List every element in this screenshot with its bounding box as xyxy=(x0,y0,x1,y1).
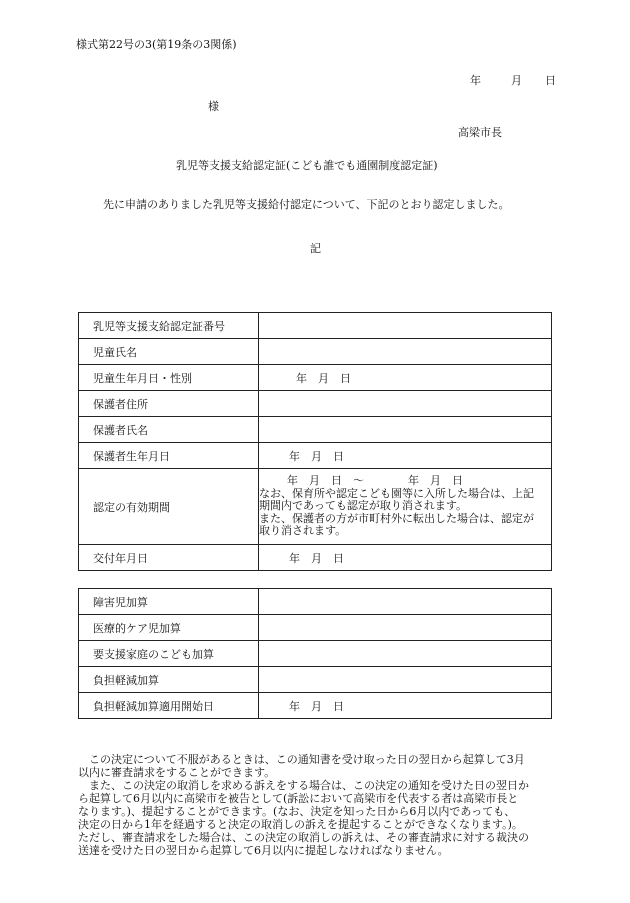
row-value: 年 月 日 xyxy=(259,443,552,469)
appeal-notice xyxy=(78,753,554,857)
row-value xyxy=(259,417,552,443)
date-year: 年 xyxy=(470,74,481,87)
date-day: 日 xyxy=(545,74,556,87)
row-label: 負担軽減加算 xyxy=(79,667,259,693)
table-row xyxy=(79,615,552,641)
table-row xyxy=(79,417,552,443)
certificate-table xyxy=(78,312,552,571)
row-value xyxy=(259,339,552,365)
row-label: 乳児等支援支給認定証番号 xyxy=(79,313,259,339)
date-month: 月 xyxy=(511,74,522,87)
validity-date-range: 年 月 日 ～ 年 月 日 xyxy=(287,474,463,488)
row-value xyxy=(259,589,552,615)
row-label: 負担軽減加算適用開始日 xyxy=(79,693,259,719)
notice-line: なります。)、提起することができます。(なお、決定を知った日から6月以内であっても、 xyxy=(78,805,516,818)
issuer-name: 高梁市長 xyxy=(458,126,502,139)
row-label: 医療的ケア児加算 xyxy=(79,615,259,641)
notice-line: また、この決定の取消しを求める訴えをする場合は、この決定の通知を受けた日の翌日か xyxy=(78,779,529,792)
row-label: 障害児加算 xyxy=(79,589,259,615)
row-value xyxy=(259,313,552,339)
issue-date-line xyxy=(470,72,556,88)
table-row xyxy=(79,365,552,391)
row-value: 年 月 日 xyxy=(259,365,552,391)
validity-value xyxy=(259,469,552,545)
row-value xyxy=(259,667,552,693)
row-value xyxy=(259,615,552,641)
table-row xyxy=(79,589,552,615)
row-label: 保護者氏名 xyxy=(79,417,259,443)
notice-line: ただし、審査請求をした場合は、この決定の取消しの訴えは、その審査請求に対する裁決の xyxy=(78,831,529,844)
row-value xyxy=(259,641,552,667)
row-value xyxy=(259,391,552,417)
table-row xyxy=(79,391,552,417)
validity-note-line: また、保護者の方が市町村外に転出した場合は、認定が xyxy=(259,511,534,525)
intro-text: 先に申請のありました乳児等支援給付認定について、下記のとおり認定しました。 xyxy=(103,198,510,211)
table-row xyxy=(79,443,552,469)
validity-note-line: 取り消されます。 xyxy=(259,524,347,538)
issue-date-label: 交付年月日 xyxy=(79,545,259,571)
table-row xyxy=(79,469,552,545)
notice-line: 決定の日から1年を経過すると決定の取消しの訴えを提起することができなくなります。)。 xyxy=(78,818,523,831)
ki-heading: 記 xyxy=(310,242,321,255)
notice-line: 送達を受けた日の翌日から起算して6月以内に提起しなければなりません。 xyxy=(78,844,449,857)
row-label: 児童氏名 xyxy=(79,339,259,365)
validity-label: 認定の有効期間 xyxy=(79,469,259,545)
row-label: 児童生年月日・性別 xyxy=(79,365,259,391)
table-row xyxy=(79,667,552,693)
table-row xyxy=(79,641,552,667)
validity-note-line: なお、保育所や認定こども園等に入所した場合は、上記 xyxy=(259,486,534,500)
addressee-suffix: 様 xyxy=(208,100,219,113)
table-row xyxy=(79,693,552,719)
notice-line: ら起算して6月以内に高梁市を被告として(訴訟において高梁市を代表する者は高梁市長と xyxy=(78,792,519,805)
issue-date-value: 年 月 日 xyxy=(259,545,552,571)
row-label: 保護者住所 xyxy=(79,391,259,417)
notice-line: 以内に審査請求をすることができます。 xyxy=(78,766,276,779)
additions-table xyxy=(78,588,552,719)
row-label: 要支援家庭のこども加算 xyxy=(79,641,259,667)
table-row xyxy=(79,545,552,571)
table-row xyxy=(79,313,552,339)
validity-note-line: 期間内であっても認定が取り消されます。 xyxy=(259,499,468,513)
row-value: 年 月 日 xyxy=(259,693,552,719)
notice-line: この決定について不服があるときは、この通知書を受け取った日の翌日から起算して3月 xyxy=(78,753,525,766)
document-title: 乳児等支援支給認定証(こども誰でも通園制度認定証) xyxy=(176,159,438,172)
form-number: 様式第22号の3(第19条の3関係) xyxy=(76,38,237,51)
table-row xyxy=(79,339,552,365)
row-label: 保護者生年月日 xyxy=(79,443,259,469)
